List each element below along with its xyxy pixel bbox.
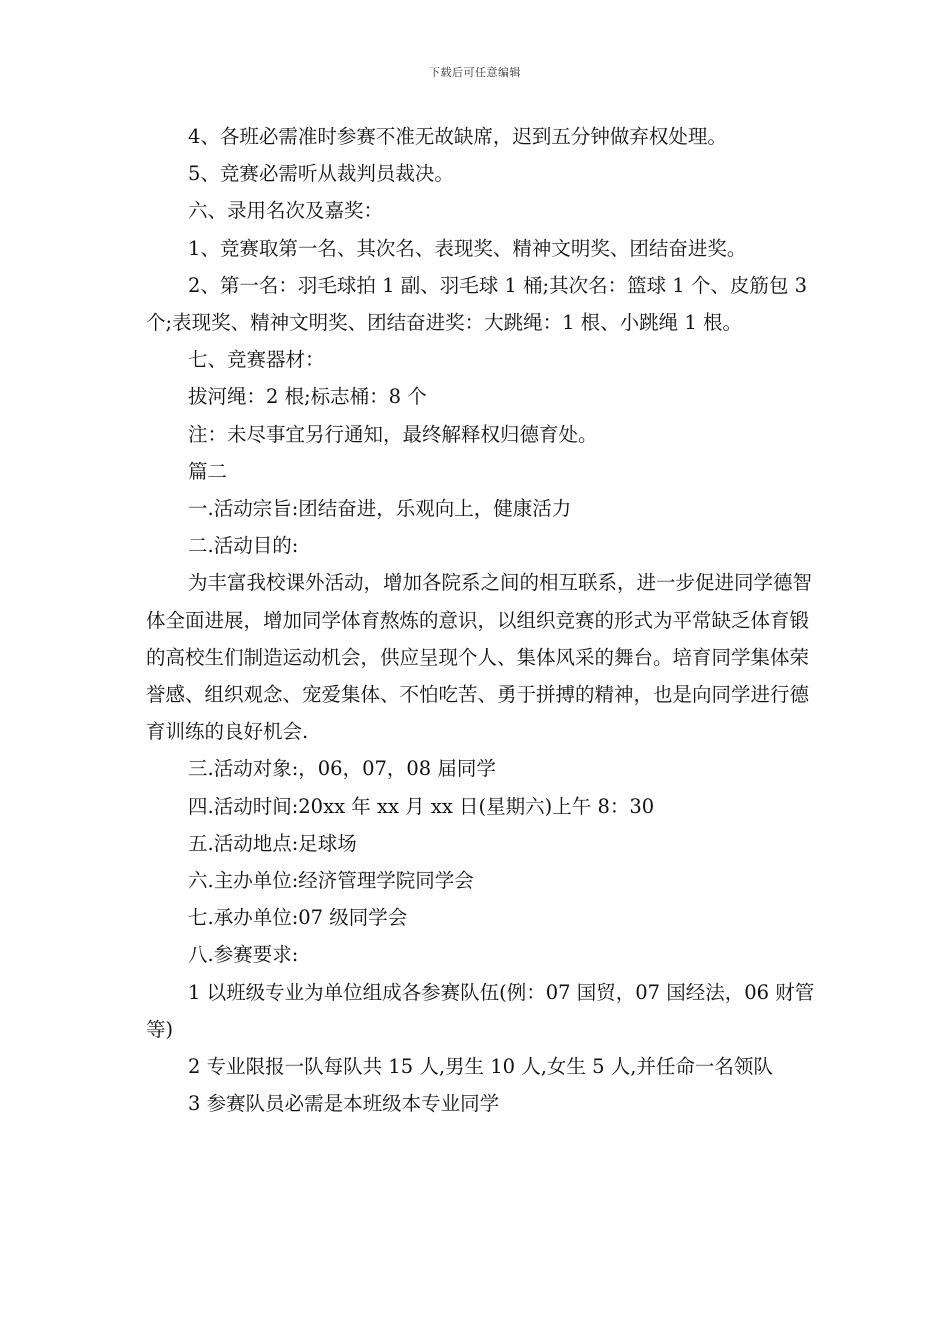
paragraph: 拔河绳：2 根;标志桶：8 个 xyxy=(188,385,427,409)
section-heading: 二.活动目的: xyxy=(188,534,299,558)
section-heading: 八.参赛要求: xyxy=(188,943,299,967)
paragraph: 七.承办单位:07 级同学会 xyxy=(188,906,408,930)
paragraph: 1、竞赛取第一名、其次名、表现奖、精神文明奖、团结奋进奖。 xyxy=(188,236,747,260)
paragraph: 为丰富我校课外活动，增加各院系之间的相互联系，进一步促进同学德智体全面进展，增加同学体育熬炼的意识，以组织竞赛的形式为平常缺乏体育锻的高校生们制造运动机会，供应呈现个人、集体风采的舞台。培育同学集体荣誉感、组织观念、宠爱集体、不怕吃苦、勇于拼搏的精神，也是向同学进行德育训练的良好机会. xyxy=(146,571,813,744)
page-header: 下载后可任意编辑 xyxy=(429,66,521,79)
section-heading: 六、录用名次及嘉奖： xyxy=(188,199,384,223)
section-heading: 七、竞赛器材： xyxy=(188,348,325,372)
paragraph: 2、第一名：羽毛球拍 1 副、羽毛球 1 桶;其次名：篮球 1 个、皮筋包 3 个;表现奖、精神文明奖、团结奋进奖：大跳绳：1 根、小跳绳 1 根。 xyxy=(146,273,807,335)
paragraph: 三.活动对象:，06，07，08 届同学 xyxy=(188,757,496,781)
paragraph: 注：未尽事宜另行通知，最终解释权归德育处。 xyxy=(188,422,598,446)
paragraph: 5、竞赛必需听从裁判员裁决。 xyxy=(188,162,454,186)
paragraph: 3 参赛队员必需是本班级本专业同学 xyxy=(188,1092,500,1116)
paragraph: 1 以班级专业为单位组成各参赛队伍(例：07 国贸，07 国经法，06 财管等) xyxy=(146,980,815,1041)
paragraph: 一.活动宗旨:团结奋进，乐观向上，健康活力 xyxy=(188,497,572,521)
paragraph: 五.活动地点:足球场 xyxy=(188,831,357,855)
paragraph: 4、各班必需准时参赛不准无故缺席，迟到五分钟做弃权处理。 xyxy=(188,125,727,148)
paragraph: 2 专业限报一队每队共 15 人,男生 10 人,女生 5 人,并任命一名领队 xyxy=(188,1055,773,1079)
document-body xyxy=(146,118,816,1122)
section-heading: 篇二 xyxy=(188,459,228,483)
paragraph: 六.主办单位:经济管理学院同学会 xyxy=(188,869,474,893)
paragraph: 四.活动时间:20xx 年 xx 月 xx 日(星期六)上午 8：30 xyxy=(188,794,655,818)
